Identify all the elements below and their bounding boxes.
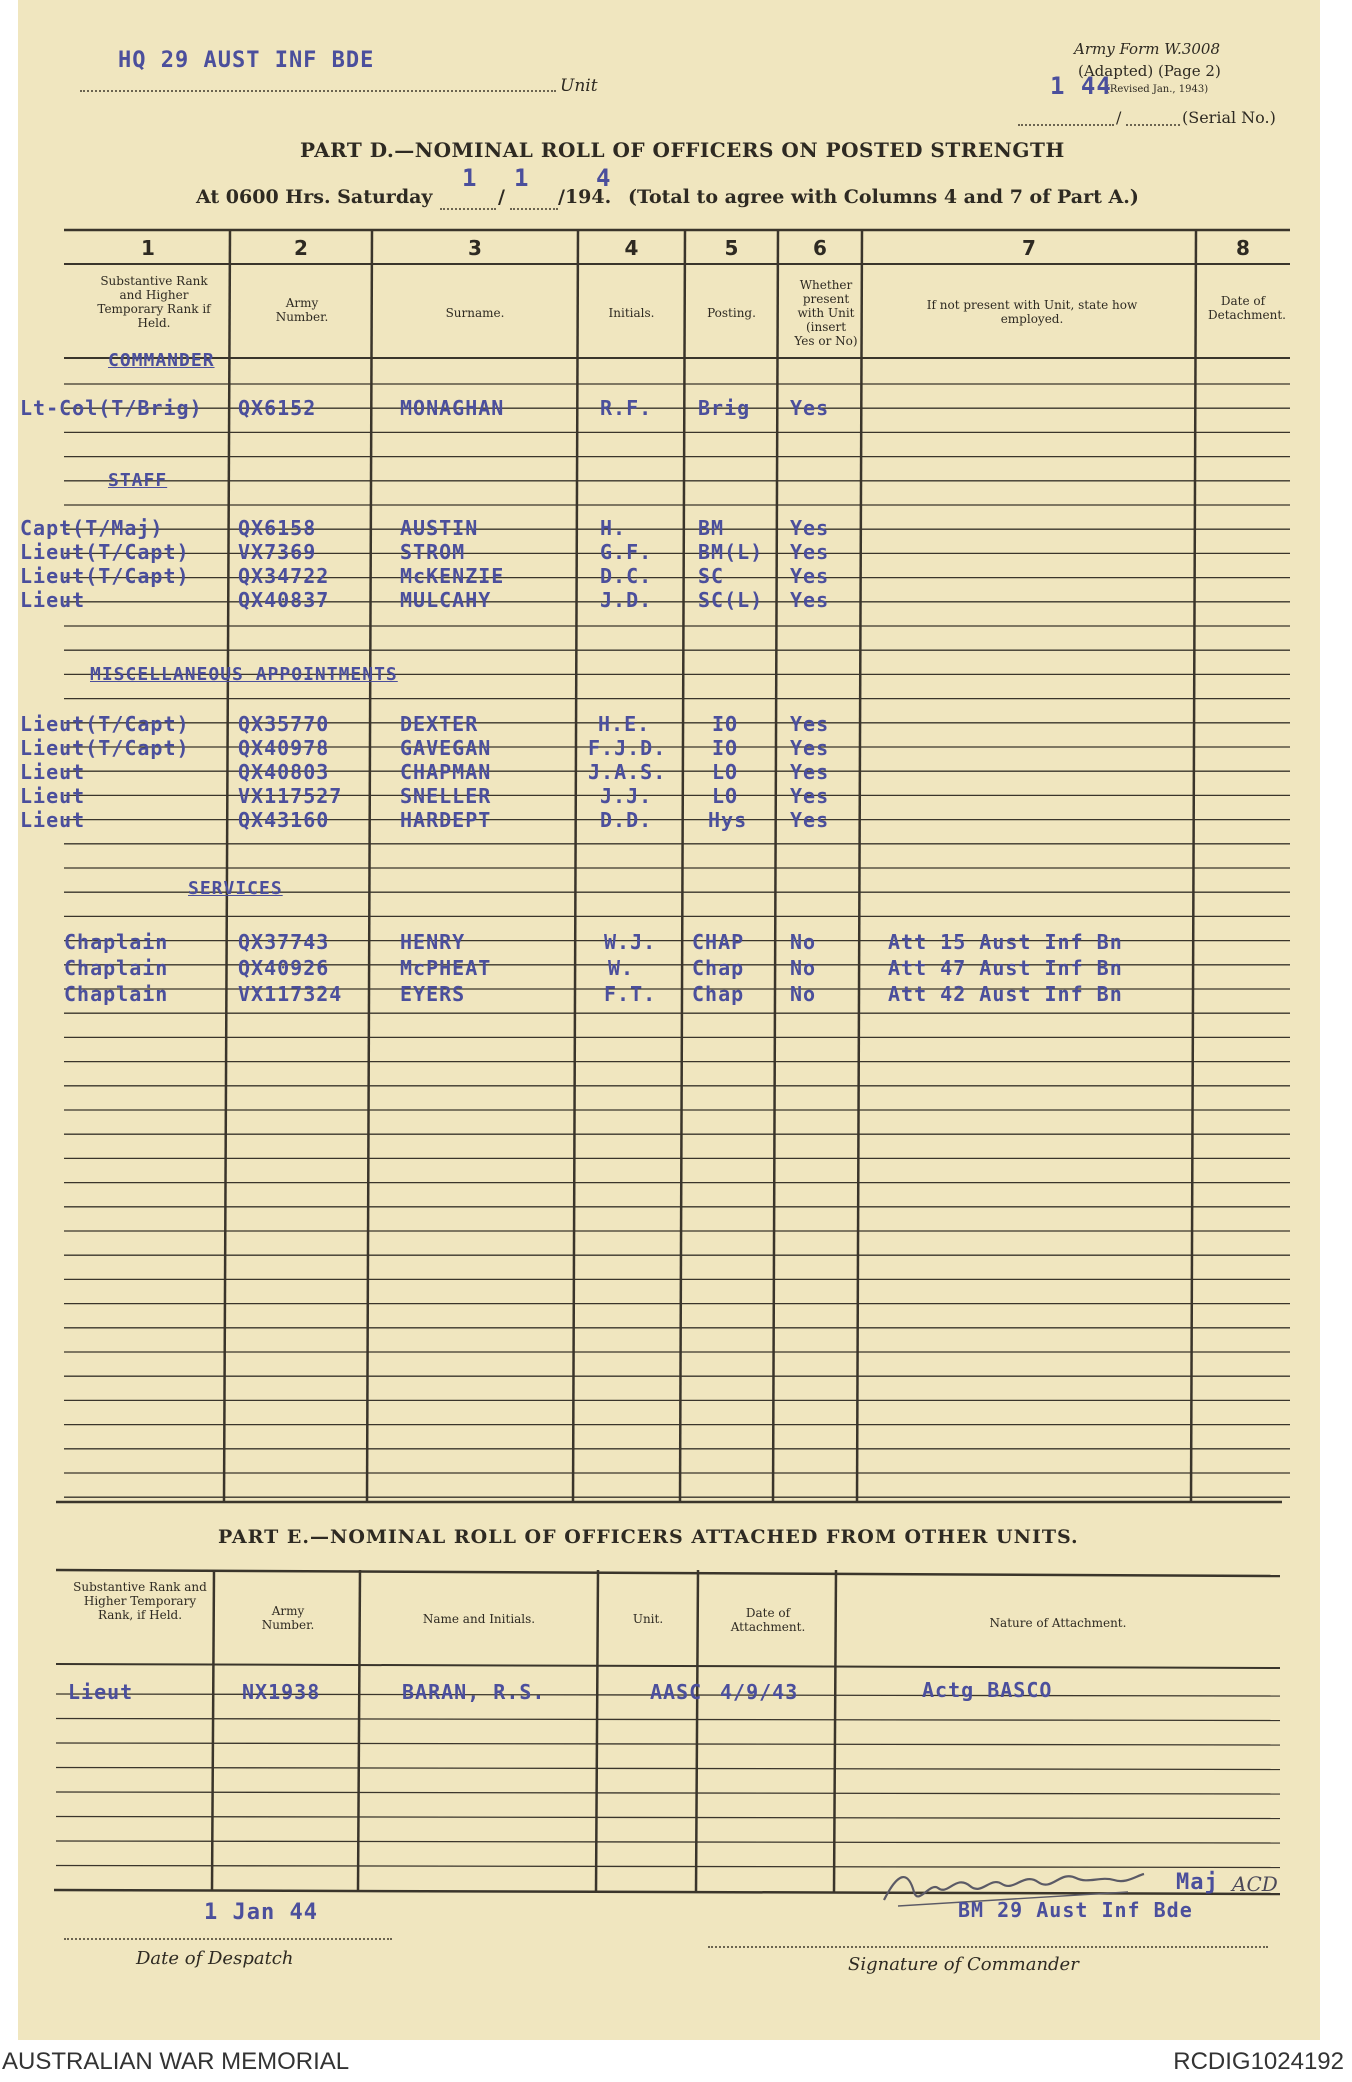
posting-cell: IO xyxy=(712,736,739,760)
employed-cell: Att 42 Aust Inf Bn xyxy=(888,982,1123,1006)
present-cell: Yes xyxy=(790,784,830,808)
initials-cell: J.A.S. xyxy=(588,760,667,784)
signature-title: BM 29 Aust Inf Bde xyxy=(958,1898,1193,1922)
form-adapted: (Adapted) (Page 2) xyxy=(1078,62,1221,80)
army-number-cell: QX6158 xyxy=(238,516,317,540)
serial-separator: / xyxy=(1116,108,1122,127)
signature-rank: Maj xyxy=(1176,1870,1219,1895)
ruled-line xyxy=(56,1743,1280,1745)
section-heading-services: SERVICES xyxy=(188,878,283,899)
col-number-5: 5 xyxy=(724,236,739,260)
col-header-present: Whether present with Unit (insert Yes or No) xyxy=(794,278,858,348)
army-number-cell: QX40803 xyxy=(238,760,330,784)
despatch-label: Date of Despatch xyxy=(136,1948,294,1969)
present-cell: No xyxy=(790,956,817,980)
present-cell: Yes xyxy=(790,564,830,588)
surname-cell: MONAGHAN xyxy=(400,396,505,420)
col-number-8: 8 xyxy=(1236,236,1250,260)
col-header-rank: Substantive Rank and Higher Temporary Rank if Held. xyxy=(97,274,211,330)
rank-cell: Chaplain xyxy=(64,956,169,980)
col-number-2: 2 xyxy=(294,236,308,260)
e-nature-cell: Actg BASCO xyxy=(922,1678,1053,1702)
army-number-cell: QX40926 xyxy=(238,956,330,980)
army-number-cell: VX117324 xyxy=(238,982,343,1006)
surname-cell: McPHEAT xyxy=(400,956,492,980)
posting-cell: BM xyxy=(698,516,725,540)
rank-cell: Lieut xyxy=(20,588,86,612)
surname-cell: GAVEGAN xyxy=(400,736,492,760)
rank-cell: Lieut(T/Capt) xyxy=(20,564,190,588)
rank-cell: Capt(T/Maj) xyxy=(20,516,164,540)
employed-cell: Att 47 Aust Inf Bn xyxy=(888,956,1123,980)
present-cell: Yes xyxy=(790,760,830,784)
surname-cell: HENRY xyxy=(400,930,466,954)
col-number-1: 1 xyxy=(141,236,155,260)
e-unit-cell: AASC xyxy=(650,1680,703,1704)
archive-left-label: AUSTRALIAN WAR MEMORIAL xyxy=(2,2048,350,2075)
initials-cell: J.J. xyxy=(600,784,653,808)
ruled-line xyxy=(56,1719,1280,1721)
present-cell: Yes xyxy=(790,808,830,832)
posting-cell: IO xyxy=(712,712,739,736)
surname-cell: SNELLER xyxy=(400,784,492,808)
initials-cell: D.D. xyxy=(600,808,653,832)
surname-cell: CHAPMAN xyxy=(400,760,492,784)
e-header-nature: Nature of Attachment. xyxy=(989,1616,1127,1630)
e-rank-cell: Lieut xyxy=(68,1680,134,1704)
date-day: 1 xyxy=(462,164,478,192)
signature-note: ACD xyxy=(1232,1872,1278,1896)
army-number-cell: QX43160 xyxy=(238,808,330,832)
posting-cell: Brig xyxy=(698,396,751,420)
posting-cell: CHAP xyxy=(692,930,745,954)
e-name-cell: BARAN, R.S. xyxy=(402,1680,546,1704)
signature-text xyxy=(888,1862,898,1863)
part-d-title: PART D.—NOMINAL ROLL OF OFFICERS ON POSTED STRENGTH xyxy=(300,138,1065,162)
part-e-title: PART E.—NOMINAL ROLL OF OFFICERS ATTACHED FROM OTHER UNITS. xyxy=(218,1526,1079,1548)
posting-cell: LO xyxy=(712,784,739,808)
surname-cell: MULCAHY xyxy=(400,588,492,612)
army-number-cell: QX35770 xyxy=(238,712,330,736)
col-number-4: 4 xyxy=(624,236,639,260)
rank-cell: Chaplain xyxy=(64,982,169,1006)
col-number-3: 3 xyxy=(468,236,482,260)
unit-value: HQ 29 AUST INF BDE xyxy=(118,48,375,73)
form-revised: (Revised Jan., 1943) xyxy=(1106,84,1209,95)
e-date-cell: 4/9/43 xyxy=(720,1680,799,1704)
present-cell: Yes xyxy=(790,516,830,540)
col-header-surname: Surname. xyxy=(445,306,505,320)
e-header-unit: Unit. xyxy=(632,1612,664,1626)
rank-cell: Lieut(T/Capt) xyxy=(20,736,190,760)
e-header-date: Date of Attachment. xyxy=(730,1606,806,1634)
surname-cell: DEXTER xyxy=(400,712,479,736)
col-number-7: 7 xyxy=(1022,236,1036,260)
col-header-posting: Posting. xyxy=(707,306,756,320)
present-cell: Yes xyxy=(790,736,830,760)
form-name: Army Form W.3008 xyxy=(1074,40,1220,58)
col-header-detachment: Date of Detachment. xyxy=(1208,294,1286,322)
e-header-rank: Substantive Rank and Higher Temporary Rank, if Held. xyxy=(73,1580,207,1622)
serial-label: (Serial No.) xyxy=(1182,108,1276,127)
e-header-army-number: Army Number. xyxy=(261,1604,315,1632)
initials-cell: H.E. xyxy=(598,712,651,736)
part-e-grid xyxy=(18,1560,1320,1900)
despatch-date: 1 Jan 44 xyxy=(204,1900,318,1925)
ruled-line xyxy=(56,1841,1280,1843)
section-heading-staff: STAFF xyxy=(108,470,168,491)
archive-footer xyxy=(0,2040,1352,2082)
initials-cell: R.F. xyxy=(600,396,653,420)
present-cell: No xyxy=(790,982,817,1006)
ruled-line xyxy=(56,1768,1280,1770)
army-number-cell: QX34722 xyxy=(238,564,330,588)
initials-cell: F.J.D. xyxy=(588,736,667,760)
initials-cell: W.J. xyxy=(604,930,657,954)
col-header-army-number: Army Number. xyxy=(275,296,329,324)
e-header-name: Name and Initials. xyxy=(422,1612,536,1626)
part-d-grid xyxy=(18,0,1320,1520)
initials-cell: G.F. xyxy=(600,540,653,564)
initials-cell: H. xyxy=(600,516,627,540)
total-note: (Total to agree with Columns 4 and 7 of Part A.) xyxy=(628,186,1139,208)
archive-right-label: RCDIG1024192 xyxy=(1173,2048,1344,2075)
army-number-cell: QX40978 xyxy=(238,736,330,760)
present-cell: Yes xyxy=(790,712,830,736)
section-heading-commander: COMMANDER xyxy=(108,350,215,371)
army-number-cell: QX40837 xyxy=(238,588,330,612)
army-number-cell: VX117527 xyxy=(238,784,343,808)
rank-cell: Lieut(T/Capt) xyxy=(20,712,190,736)
surname-cell: HARDEPT xyxy=(400,808,492,832)
rank-cell: Lieut xyxy=(20,784,86,808)
posting-cell: SC xyxy=(698,564,725,588)
surname-cell: AUSTIN xyxy=(400,516,479,540)
present-cell: Yes xyxy=(790,540,830,564)
army-number-cell: QX37743 xyxy=(238,930,330,954)
ruled-line xyxy=(56,1817,1280,1819)
posting-cell: Hys xyxy=(708,808,748,832)
rank-cell: Lieut(T/Capt) xyxy=(20,540,190,564)
initials-cell: F.T. xyxy=(604,982,657,1006)
posting-cell: LO xyxy=(712,760,739,784)
surname-cell: McKENZIE xyxy=(400,564,505,588)
posting-cell: SC(L) xyxy=(698,588,764,612)
present-cell: Yes xyxy=(790,588,830,612)
posting-cell: BM(L) xyxy=(698,540,764,564)
ruled-line xyxy=(56,1792,1280,1794)
rank-cell: Lieut xyxy=(20,808,86,832)
initials-cell: J.D. xyxy=(600,588,653,612)
army-number-cell: QX6152 xyxy=(238,396,317,420)
rank-cell: Chaplain xyxy=(64,930,169,954)
posting-cell: Chap xyxy=(692,956,745,980)
section-heading-misc-appointments: MISCELLANEOUS APPOINTMENTS xyxy=(90,664,398,685)
unit-label: Unit xyxy=(560,76,598,96)
date-prefix: At 0600 Hrs. Saturday xyxy=(196,186,433,208)
initials-cell: D.C. xyxy=(600,564,653,588)
initials-cell: W. xyxy=(608,956,635,980)
surname-cell: EYERS xyxy=(400,982,466,1006)
col-header-employed: If not present with Unit, state how employed. xyxy=(926,298,1138,326)
form-sheet xyxy=(18,0,1320,2040)
date-sep: / xyxy=(498,186,505,208)
present-cell: No xyxy=(790,930,817,954)
date-year: /194. xyxy=(558,186,612,208)
e-army-number-cell: NX1938 xyxy=(242,1680,321,1704)
employed-cell: Att 15 Aust Inf Bn xyxy=(888,930,1123,954)
rank-cell: Lt-Col(T/Brig) xyxy=(20,396,203,420)
serial-value: 1 44 xyxy=(1050,72,1112,100)
surname-cell: STROM xyxy=(400,540,466,564)
signature-line xyxy=(708,1946,1268,1948)
col-number-6: 6 xyxy=(813,236,827,260)
date-month: 1 xyxy=(514,164,530,192)
present-cell: Yes xyxy=(790,396,830,420)
col-header-initials: Initials. xyxy=(608,306,655,320)
army-number-cell: VX7369 xyxy=(238,540,317,564)
posting-cell: Chap xyxy=(692,982,745,1006)
rank-cell: Lieut xyxy=(20,760,86,784)
despatch-line xyxy=(64,1938,392,1940)
date-year-digit: 4 xyxy=(596,164,612,192)
signature-label: Signature of Commander xyxy=(848,1954,1079,1975)
